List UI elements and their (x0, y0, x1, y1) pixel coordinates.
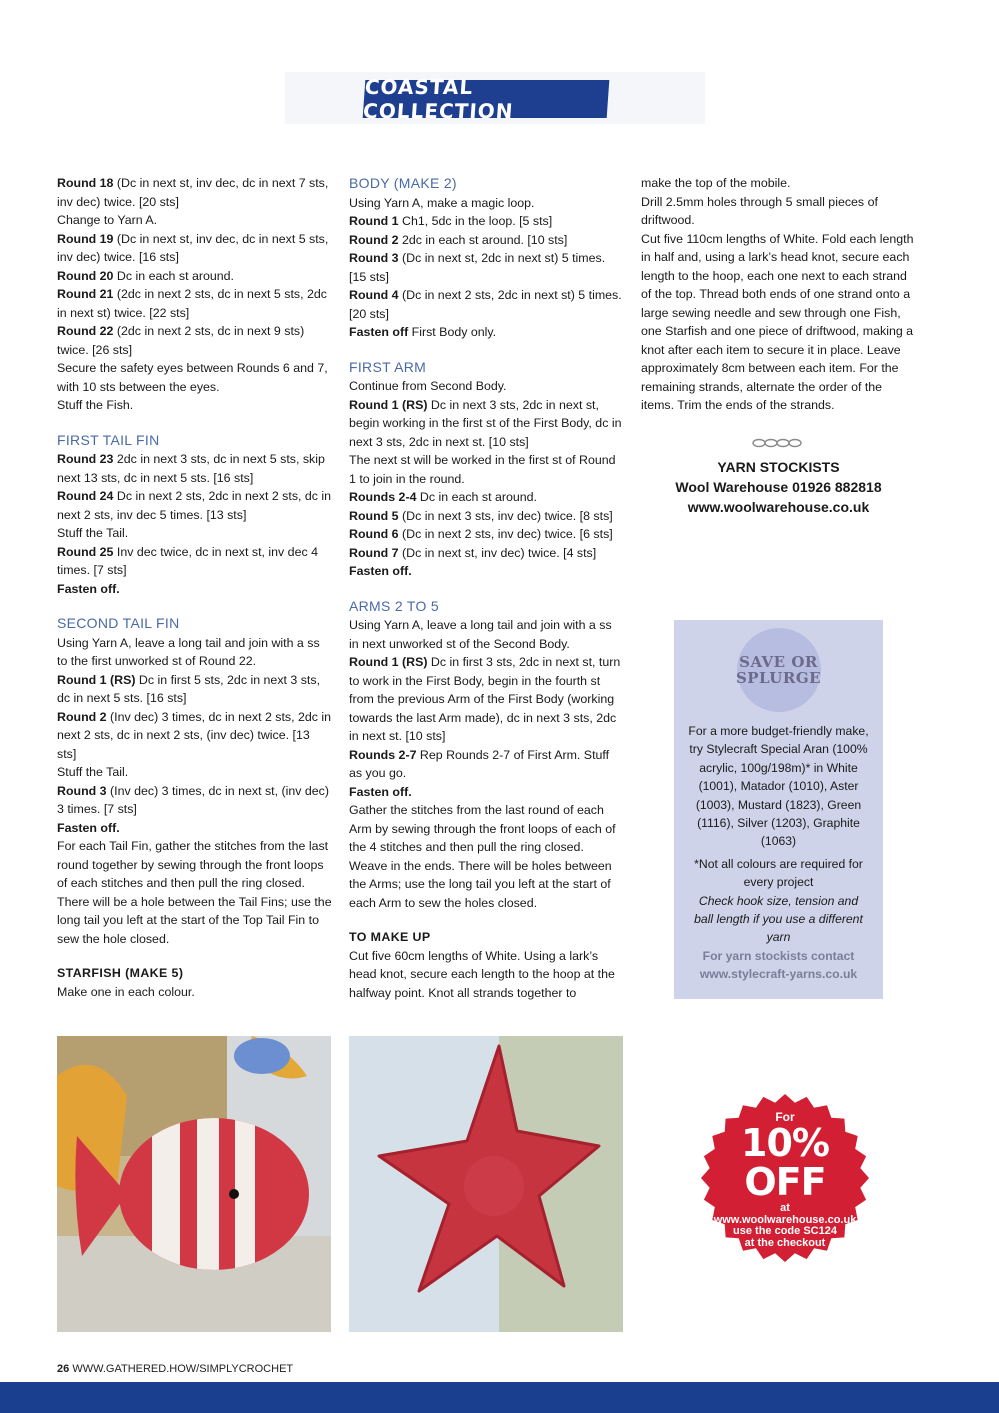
starfish-image (349, 1036, 623, 1332)
badge-line-1: SAVE OR (739, 653, 818, 671)
instruction: Drill 2.5mm holes through 5 small pieces of driftwood. (641, 194, 878, 227)
subheading-first-tail-fin: FIRST TAIL FIN (57, 431, 160, 448)
instruction: Round 22 (2dc in next 2 sts, dc in next 9 sts) twice. [26 sts] (57, 324, 305, 357)
offer-code: use the code SC124 (733, 1225, 837, 1238)
instruction: Round 5 (Dc in next 3 sts, inv dec) twice. [8 sts] (349, 508, 613, 523)
instruction: Round 3 (Inv dec) 3 times, dc in next st, (inv dec) 3 times. [7 sts] (57, 783, 329, 816)
offer-url: www.woolwarehouse.co.uk (713, 1213, 857, 1226)
budget-description: For a more budget-friendly make, try Stylecraft Special Aran (100% acrylic, 100g/198m)* in White (1001), Matador (1010), Aster (1003), Mustard (1823), Green (1116), Silver (1203), Graphite (1063) (688, 724, 869, 849)
instruction: Using Yarn A, make a magic loop. (349, 195, 535, 210)
offer-checkout: at the checkout (744, 1237, 826, 1250)
badge-line-2: SPLURGE (735, 669, 822, 687)
instruction: Round 1 (RS) Dc in first 5 sts, 2dc in next 3 sts, dc in next 5 sts. [16 sts] (57, 672, 321, 705)
instruction: The next st will be worked in the first st of Round 1 to join in the round. (349, 453, 616, 486)
instruction: Round 19 (Dc in next st, inv dec, dc in next 5 sts, inv dec) twice. [16 sts] (57, 231, 329, 264)
instruction: Round 24 Dc in next 2 sts, 2dc in next 2 sts, dc in next 2 sts, inv dec 5 times. [13 sts] (57, 489, 332, 522)
colours-note: *Not all colours are required for every project (694, 856, 863, 890)
instruction: Gather the stitches from the last round of each Arm by sewing through the front loops of each of the 4 stitches and then pull the ring closed. Weave in the ends. There will be holes between the Arms; use the long tail you left at the start of each Arm to sew the holes closed. (349, 803, 616, 910)
footer-bar (0, 1382, 999, 1413)
instruction: Fasten off. (349, 784, 412, 799)
instruction: For each Tail Fin, gather the stitches from the last round together by sewing through the front loops of each stitches and then pull the ring closed. There will be a hole between the Tail Fins; use the long tail you left at the start of the Top Tail Fin to sew the hole closed. (57, 839, 332, 946)
instruction: make the top of the mobile. (641, 176, 791, 190)
instruction: Using Yarn A, leave a long tail and join with a ss to the first unworked st of Round 22. (57, 635, 320, 668)
instruction: Fasten off First Body only. (349, 325, 497, 339)
check-note: Check hook size, tension and ball length if you use a different yarn (694, 893, 863, 945)
subheading-to-make-up: TO MAKE UP (349, 930, 431, 944)
instruction: Round 18 (Dc in next st, inv dec, dc in next 7 sts, inv dec) twice. [20 sts] (57, 176, 329, 209)
instruction: Round 3 (Dc in next st, 2dc in next st) 5 times. [15 sts] (349, 251, 606, 284)
subheading-body: BODY (MAKE 2) (349, 175, 457, 191)
page-number: 26 (57, 1363, 70, 1375)
column-1 (57, 174, 332, 1001)
stockist-phone: Wool Warehouse 01926 882818 (675, 479, 882, 495)
instruction: Make one in each colour. (57, 984, 195, 999)
stylecraft-contact[interactable]: For yarn stockists contact www.stylecraft-yarns.co.uk (699, 948, 858, 982)
column-3 (641, 174, 916, 517)
instruction: Using Yarn A, leave a long tail and join with a ss in next unworked st of the Second Body. (349, 618, 612, 651)
instruction: Rounds 2-4 Dc in each st around. (349, 490, 537, 504)
fish-image (57, 1036, 331, 1332)
instruction: Secure the safety eyes between Rounds 6 and 7, with 10 sts between the eyes. (57, 361, 328, 394)
instruction: Stuff the Tail. (57, 765, 129, 779)
instruction: Round 20 Dc in each st around. (57, 268, 234, 283)
instruction: Stuff the Tail. (57, 526, 129, 540)
starfish-photo (349, 1036, 623, 1332)
instruction: Change to Yarn A. (57, 213, 158, 227)
instruction: Round 6 (Dc in next 2 sts, inv dec) twice. [6 sts] (349, 527, 613, 541)
subheading-starfish: STARFISH (MAKE 5) (57, 966, 184, 980)
fish-photo (57, 1036, 331, 1332)
instruction: Round 1 (RS) Dc in next 3 sts, 2dc in next st, begin working in the first st of the First Body, dc in next 3 sts, 2dc in next st. [10 sts] (349, 397, 622, 449)
column-2 (349, 174, 624, 1002)
offer-at: at (780, 1202, 790, 1215)
instruction: Round 21 (2dc in next 2 sts, dc in next 5 sts, 2dc in next st) twice. [22 sts] (57, 287, 327, 320)
subheading-arms: ARMS 2 TO 5 (349, 597, 439, 614)
offer-percent: 10% OFF (741, 1120, 829, 1205)
instruction: Round 2 2dc in each st around. [10 sts] (349, 232, 568, 247)
instruction: Rounds 2-7 Rep Rounds 2-7 of First Arm. Stuff as you go. (349, 747, 610, 780)
instruction: Round 1 (RS) Dc in first 3 sts, 2dc in next st, turn to work in the First Body, begin in the fourth st from the previous Arm of the First Body (working towards the last Arm made), dc in next 3 sts, 2dc in next st. [10 sts] (349, 655, 621, 743)
stockist-url[interactable]: www.woolwarehouse.co.uk (687, 499, 870, 515)
offer-for: For (775, 1110, 795, 1124)
instruction: Cut five 60cm lengths of White. Using a lark’s head knot, secure each length to the hoop at the halfway point. Knot all strands together to (349, 948, 615, 1000)
discount-seal[interactable] (700, 1093, 870, 1263)
instruction: Round 4 (Dc in next 2 sts, 2dc in next st) 5 times. [20 sts] (349, 288, 622, 321)
section-title: COASTAL COLLECTION (363, 80, 610, 118)
rope-icon (751, 437, 807, 449)
save-or-splurge-box (674, 620, 883, 999)
instruction: Round 7 (Dc in next st, inv dec) twice. [4 sts] (349, 545, 597, 560)
yarn-stockists-title: YARN STOCKISTS (717, 459, 840, 475)
subheading-first-arm: FIRST ARM (349, 358, 427, 375)
knot-ornament-icon (641, 435, 916, 454)
save-or-splurge-badge (737, 628, 821, 712)
subheading-second-tail-fin: SECOND TAIL FIN (57, 615, 180, 631)
footer-url: WWW.GATHERED.HOW/SIMPLYCROCHET (72, 1363, 294, 1375)
instruction: Round 23 2dc in next 3 sts, dc in next 5 sts, skip next 13 sts, dc in next 5 sts. [16 sts] (57, 452, 325, 485)
instruction: Fasten off. (57, 820, 120, 835)
instruction: Stuff the Fish. (57, 398, 134, 412)
instruction: Round 25 Inv dec twice, dc in next st, inv dec 4 times. [7 sts] (57, 544, 318, 577)
instruction: Continue from Second Body. (349, 379, 507, 393)
page-footer (57, 1363, 293, 1375)
instruction: Cut five 110cm lengths of White. Fold each length in half and, using a lark’s head knot, secure each length to the hoop, each one next to each strand of the top. Thread both ends of one strand onto a large sewing needle and sew through one Fish, one Starfish and one piece of driftwood, making a knot after each item to secure it in place. Leave approximately 8cm between each item. For the remaining strands, alternate the order of the items. Trim the ends of the strands. (641, 231, 914, 412)
instruction: Fasten off. (57, 581, 120, 596)
instruction: Round 2 (Inv dec) 3 times, dc in next 2 sts, 2dc in next 2 sts, dc in next 2 sts, (inv dec) twice. [13 sts] (57, 709, 332, 761)
instruction: Round 1 Ch1, 5dc in the loop. [5 sts] (349, 214, 553, 228)
instruction: Fasten off. (349, 564, 412, 578)
